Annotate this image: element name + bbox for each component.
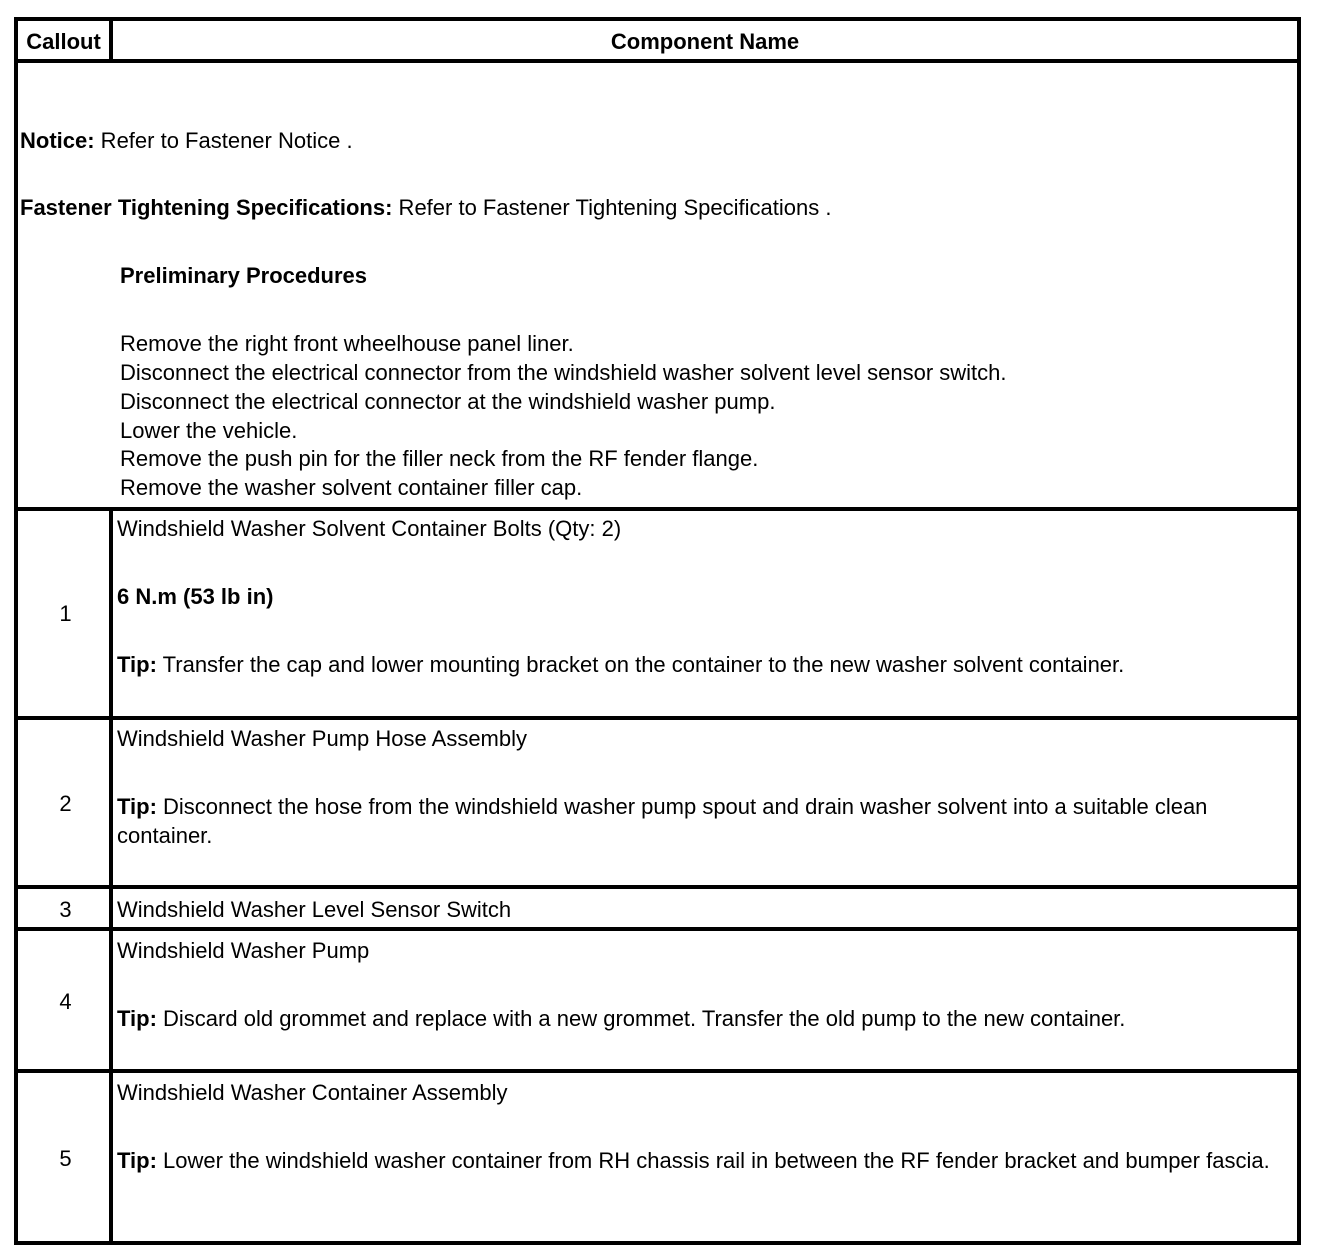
row2-divider xyxy=(18,885,1297,889)
tip-text: Transfer the cap and lower mounting bracket on the container to the new washer solvent container. xyxy=(156,652,1125,677)
notice-text: Refer to Fastener Notice . xyxy=(94,128,353,153)
prelim-step: Remove the right front wheelhouse panel liner. xyxy=(120,331,574,356)
callout-number: 4 xyxy=(59,989,72,1014)
tip-label: Tip: xyxy=(117,1148,157,1173)
intro-divider xyxy=(18,507,1297,511)
prelim-step: Disconnect the electrical connector from the windshield washer solvent level sensor switch. xyxy=(120,360,1007,385)
header-component-name: Component Name xyxy=(610,29,800,54)
component-name: Windshield Washer Level Sensor Switch xyxy=(117,897,512,922)
spec-line xyxy=(20,193,831,222)
tip-line xyxy=(117,1146,1297,1175)
tip-label: Tip: xyxy=(117,652,157,677)
tip-text: Lower the windshield washer container from RH chassis rail in between the RF fender bracket and bumper fascia. xyxy=(156,1148,1270,1173)
callout-number: 3 xyxy=(59,897,72,922)
tip-label: Tip: xyxy=(117,1006,157,1031)
tip-line xyxy=(117,792,1297,850)
callout-number: 1 xyxy=(59,601,72,626)
notice-label: Notice: xyxy=(20,128,95,153)
callout-number: 2 xyxy=(59,791,72,816)
component-name: Windshield Washer Solvent Container Bolts (Qty: 2) xyxy=(117,516,622,541)
prelim-step: Disconnect the electrical connector at the windshield washer pump. xyxy=(120,389,776,414)
spec-text: Refer to Fastener Tightening Specifications . xyxy=(392,195,832,220)
torque-spec: 6 N.m (53 lb in) xyxy=(117,584,274,609)
callout-number: 5 xyxy=(59,1146,72,1171)
tip-label: Tip: xyxy=(117,794,157,819)
tip-line xyxy=(117,1004,1125,1033)
prelim-step: Remove the push pin for the filler neck from the RF fender flange. xyxy=(120,446,759,471)
row3-divider xyxy=(18,927,1297,931)
component-name: Windshield Washer Pump xyxy=(117,938,370,963)
notice-line xyxy=(20,126,353,155)
row4-divider xyxy=(18,1069,1297,1073)
tip-text: Discard old grommet and replace with a new grommet. Transfer the old pump to the new container. xyxy=(156,1006,1126,1031)
component-name: Windshield Washer Pump Hose Assembly xyxy=(117,726,528,751)
preliminary-procedures-title: Preliminary Procedures xyxy=(120,263,368,288)
tip-line xyxy=(117,650,1124,679)
component-name: Windshield Washer Container Assembly xyxy=(117,1080,508,1105)
prelim-step: Lower the vehicle. xyxy=(120,418,298,443)
row1-divider xyxy=(18,716,1297,720)
tip-text: Disconnect the hose from the windshield washer pump spout and drain washer solvent into a suitable clean container. xyxy=(117,794,1208,848)
prelim-step: Remove the washer solvent container filler cap. xyxy=(120,475,583,500)
header-callout: Callout xyxy=(26,29,101,54)
component-table xyxy=(14,17,1301,1245)
spec-label: Fastener Tightening Specifications: xyxy=(20,195,393,220)
